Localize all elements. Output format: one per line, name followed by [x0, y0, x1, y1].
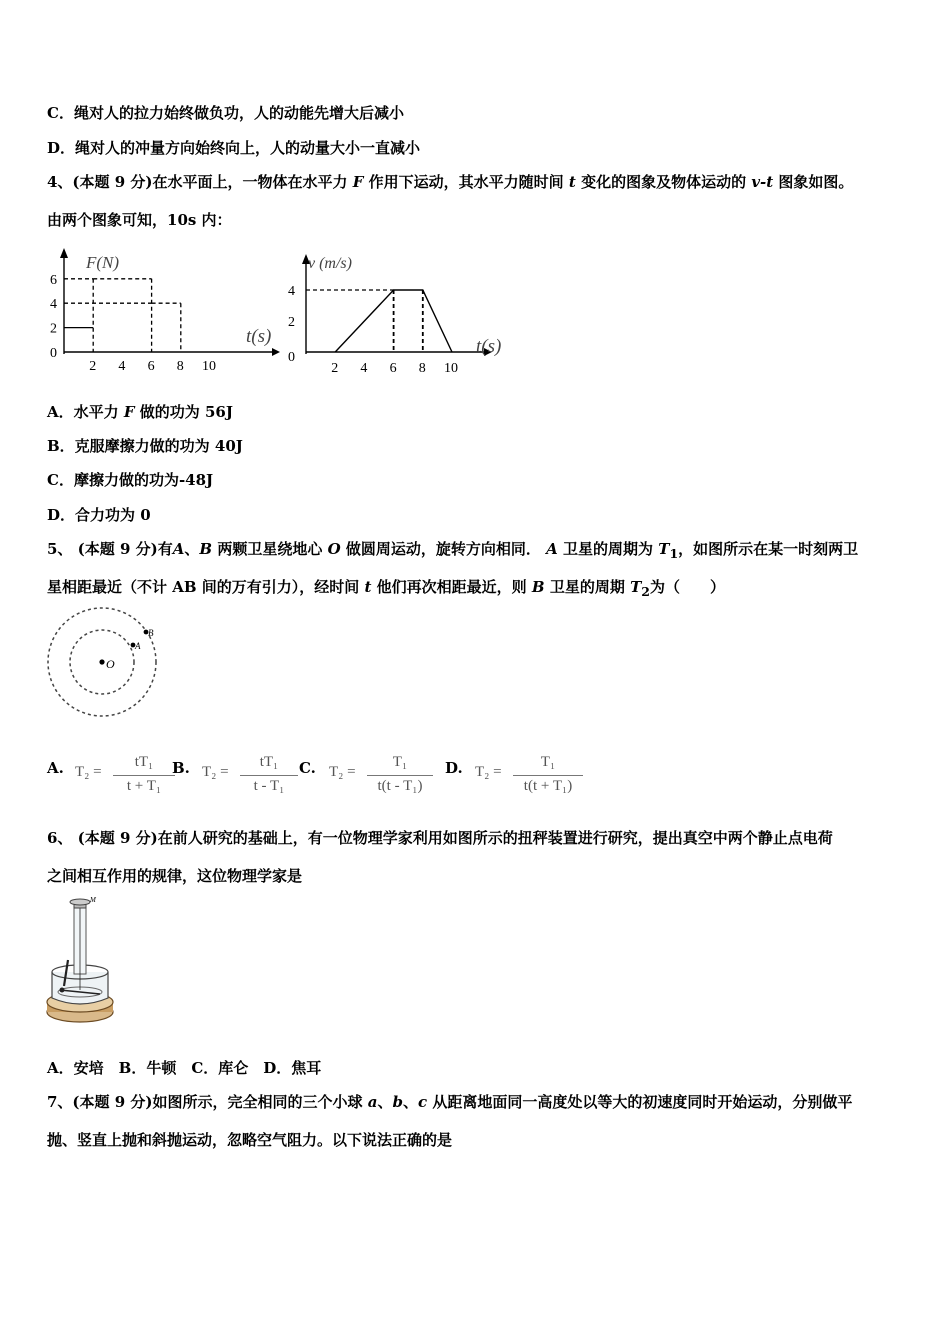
- q5-var-t: t: [364, 578, 372, 596]
- label-M: M: [90, 896, 96, 904]
- q5b-numerator: tT₁: [259, 754, 279, 770]
- q7-var-a: a: [367, 1093, 378, 1111]
- force-y-tick-label: 4: [50, 297, 57, 313]
- q7-var-c: c: [418, 1093, 428, 1111]
- q5d-lhs: T₂ =: [475, 764, 502, 780]
- q4-var-F: F: [352, 173, 364, 191]
- label-B: B: [148, 628, 154, 638]
- q5d-fraction-bar: [513, 775, 583, 776]
- q5-text-8: 卫星的周期: [549, 578, 625, 596]
- q5b-fraction-bar: [240, 775, 298, 776]
- q5-stem-line1: [47, 538, 858, 561]
- force-x-arrow: [272, 348, 280, 356]
- velocity-x-tick-label: 2: [331, 361, 339, 376]
- q6-stem-line2: 之间相互作用的规律，这位物理学家是: [47, 867, 303, 885]
- q5-var-T2-sub: 2: [641, 584, 650, 599]
- q5-text-6: 星相距最近（不计 AB 间的万有引力），经时间: [47, 578, 360, 596]
- q5c-lhs: T₂ =: [329, 764, 356, 780]
- q4a-text-1: A．水平力: [47, 403, 119, 421]
- velocity-y-tick-label: 2: [288, 315, 295, 330]
- velocity-y-tick-label: 4: [288, 284, 295, 299]
- q4-text-a: 4、(本题 9 分)在水平面上，一物体在水平力: [47, 173, 348, 191]
- q5-option-a-label: A.: [47, 759, 64, 777]
- velocity-x-tick-label: 8: [418, 361, 426, 376]
- q5-text-9: 为（ ）: [649, 578, 725, 596]
- q4-text-d: 图象如图。: [778, 173, 854, 191]
- q7-text-2: 从距离地面同一高度处以等大的初速度同时开始运动，分别做平: [432, 1093, 853, 1111]
- q3-option-d: D．绳对人的冲量方向始终向上，人的动量大小一直减小: [47, 139, 421, 157]
- q5d-denominator: t(t + T₁): [523, 778, 573, 794]
- q5-var-B: B: [199, 540, 213, 558]
- force-x-tick-label: 4: [118, 359, 126, 374]
- q4-text-b: 作用下运动，其水平力随时间: [368, 173, 564, 191]
- q6-options: A．安培 B．牛顿 C．库仑 D．焦耳: [47, 1059, 322, 1077]
- q5-stem-line2: [47, 576, 725, 599]
- q5-var-T1: T: [658, 540, 670, 558]
- charged-ball: [60, 988, 65, 993]
- q5c-numerator: T₁: [392, 754, 408, 770]
- orbit-diagram: [44, 604, 164, 719]
- q5-text-7: 他们再次相距最近，则: [376, 578, 527, 596]
- q5-options: [47, 756, 607, 806]
- q4-option-c: C．摩擦力做的功为-48J: [47, 471, 214, 489]
- q5-text-5: ，如图所示在某一时刻两卫: [678, 540, 859, 558]
- force-y-arrow: [60, 248, 68, 258]
- q5-var-O: O: [327, 540, 341, 558]
- force-time-chart: [46, 246, 286, 376]
- q5-option-c-label: C.: [299, 759, 316, 777]
- force-y-label: F(N): [86, 253, 120, 272]
- velocity-x-tick-label: 10: [444, 361, 458, 376]
- q5-option-d-label: D.: [445, 759, 463, 777]
- label-O: O: [106, 657, 115, 671]
- force-x-tick-label: 10: [202, 359, 216, 374]
- q4-var-t: t: [568, 173, 576, 191]
- force-x-tick-label: 6: [147, 359, 155, 374]
- q5-var-B2: B: [531, 578, 545, 596]
- q5-option-b-label: B.: [172, 759, 190, 777]
- q4-stem-line1: [47, 171, 853, 192]
- q7-text-1: 7、(本题 9 分)如图所示，完全相同的三个小球: [47, 1093, 363, 1111]
- velocity-x-tick-label: 6: [389, 361, 397, 376]
- q5-text-1: 5、 (本题 9 分)有: [47, 540, 173, 558]
- q7-stem-line1: [47, 1091, 852, 1112]
- torsion-knob: [70, 899, 90, 905]
- earth-center-dot: [99, 659, 104, 664]
- q7-sep-2: 、: [403, 1093, 419, 1111]
- q5c-denominator: t(t - T₁): [377, 778, 423, 794]
- torsion-balance-diagram: [44, 894, 116, 1030]
- force-x-tick-label: 8: [176, 359, 184, 374]
- force-y-tick-label: 2: [50, 321, 57, 337]
- q4-stem-line2: 由两个图象可知，10s 内：: [47, 211, 232, 229]
- q5a-fraction-bar: [113, 775, 175, 776]
- q5-var-A2: A: [546, 540, 558, 558]
- force-y-tick-label: 0: [50, 346, 57, 361]
- label-A: A: [135, 641, 141, 651]
- q4-option-b: B．克服摩擦力做的功为 40J: [47, 437, 243, 455]
- q4-option-a: [47, 401, 233, 422]
- q5-text-3: 做圆周运动，旋转方向相同．: [345, 540, 541, 558]
- q4-text-c: 变化的图象及物体运动的: [581, 173, 747, 191]
- q7-var-b: b: [392, 1093, 403, 1111]
- q6-stem-line1: 6、 (本题 9 分)在前人研究的基础上，有一位物理学家利用如图所示的扭秤装置进行研究，提出真空中两个静止点电荷: [47, 829, 833, 847]
- q4-var-vt: v-t: [751, 173, 774, 191]
- velocity-x-label: t(s): [476, 336, 502, 357]
- force-x-tick-label: 2: [89, 359, 97, 374]
- q3-option-c: C．绳对人的拉力始终做负功，人的动能先增大后减小: [47, 104, 404, 122]
- q4-option-d: D．合力功为 0: [47, 506, 151, 524]
- q5d-numerator: T₁: [540, 754, 556, 770]
- q5a-lhs: T₂ =: [75, 764, 102, 780]
- q5-sep: 、: [184, 540, 200, 558]
- q5-var-A: A: [172, 540, 185, 558]
- q7-stem-line2: 抛、竖直上抛和斜抛运动，忽略空气阻力。以下说法正确的是: [47, 1131, 453, 1149]
- q5b-lhs: T₂ =: [202, 764, 229, 780]
- q5-var-T2: T: [630, 578, 642, 596]
- velocity-time-chart: [284, 250, 514, 380]
- q5b-denominator: t - T₁: [253, 778, 285, 794]
- velocity-y-tick-label: 0: [288, 350, 295, 365]
- q4a-var-F: F: [123, 403, 135, 421]
- force-y-tick-label: 6: [50, 272, 57, 288]
- q5-var-T1-sub: 1: [669, 546, 679, 561]
- force-x-label: t(s): [246, 326, 272, 347]
- q5-text-4: 卫星的周期为: [563, 540, 654, 558]
- velocity-y-label: v (m/s): [308, 255, 352, 272]
- q5a-denominator: t + T₁: [126, 778, 162, 794]
- q5a-numerator: tT₁: [134, 754, 154, 770]
- q7-sep-1: 、: [377, 1093, 393, 1111]
- q5c-fraction-bar: [367, 775, 433, 776]
- q5-text-2: 两颗卫星绕地心: [217, 540, 323, 558]
- velocity-x-tick-label: 4: [360, 361, 368, 376]
- q4a-text-2: 做的功为 56J: [139, 403, 233, 421]
